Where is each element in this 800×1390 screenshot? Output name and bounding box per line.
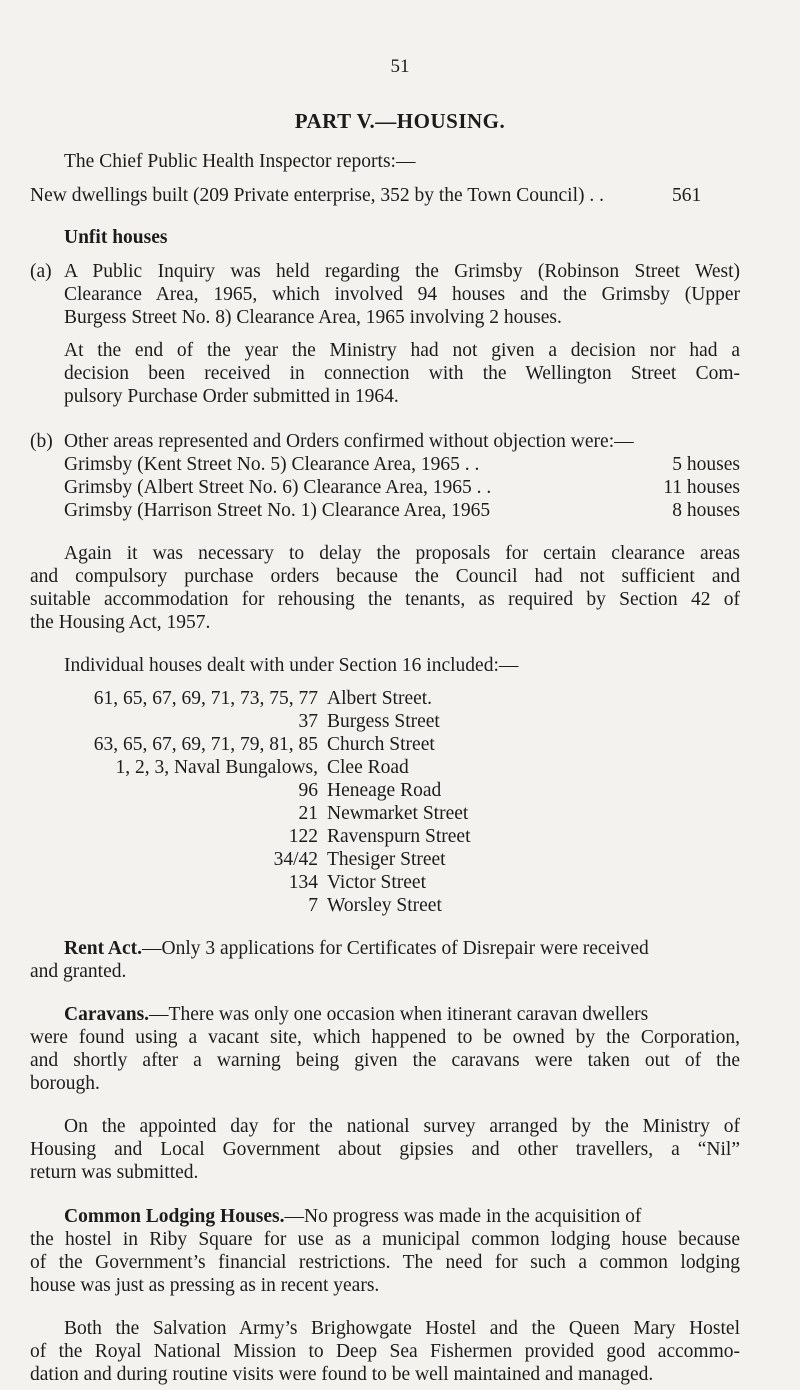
new-dwellings-value: 561 bbox=[672, 185, 702, 206]
clearance-area: Grimsby (Albert Street No. 6) Clearance Area, 1965 . . bbox=[64, 477, 492, 498]
lodging-line: house was just as pressing as in recent years. bbox=[30, 1275, 380, 1296]
para-a2-line: decision been received in connection with the Wellington Street Com- bbox=[64, 363, 740, 384]
clearance-area: Grimsby (Harrison Street No. 1) Clearance Area, 1965 bbox=[64, 500, 491, 521]
para-a-line: A Public Inquiry was held regarding the Grimsby (Robinson Street West) bbox=[64, 261, 740, 282]
caravans-line: borough. bbox=[30, 1073, 100, 1094]
survey-line: On the appointed day for the national survey arranged by the Ministry of bbox=[64, 1116, 740, 1137]
house-street: Heneage Road bbox=[327, 780, 442, 801]
house-numbers: 134 bbox=[288, 872, 318, 893]
para-a-marker: (a) bbox=[30, 261, 52, 282]
caravans-line: were found using a vacant site, which happened to be owned by the Corporation, bbox=[30, 1027, 740, 1048]
rent-act-line: and granted. bbox=[30, 961, 127, 982]
again-line: and compulsory purchase orders because the Council had not sufficient and bbox=[30, 566, 740, 587]
individual-houses-intro: Individual houses dealt with under Section 16 included:— bbox=[64, 655, 519, 676]
unfit-houses-heading: Unfit houses bbox=[64, 227, 168, 248]
rent-act-line bbox=[64, 936, 740, 962]
intro-text: The Chief Public Health Inspector reports:— bbox=[64, 151, 416, 172]
new-dwellings-label: New dwellings built (209 Private enterprise, 352 by the Town Council) . . bbox=[30, 185, 604, 206]
house-street: Victor Street bbox=[327, 872, 427, 893]
para-a-line: Burgess Street No. 8) Clearance Area, 1965 involving 2 houses. bbox=[64, 307, 562, 328]
lodging-line: of the Government’s financial restrictions. The need for such a common lodging bbox=[30, 1252, 740, 1273]
hostels-line: dation and during routine visits were found to be well maintained and managed. bbox=[30, 1364, 654, 1385]
para-a-line: Clearance Area, 1965, which involved 94 houses and the Grimsby (Upper bbox=[64, 284, 740, 305]
house-numbers: 37 bbox=[298, 711, 318, 732]
house-street: Clee Road bbox=[327, 757, 409, 778]
survey-line: return was submitted. bbox=[30, 1162, 199, 1183]
para-b-marker: (b) bbox=[30, 431, 53, 452]
lodging-title: Common Lodging Houses. bbox=[64, 1206, 285, 1227]
rent-act-title: Rent Act. bbox=[64, 938, 142, 959]
house-numbers: 63, 65, 67, 69, 71, 79, 81, 85 bbox=[93, 734, 318, 755]
clearance-houses: 11 houses bbox=[663, 477, 740, 498]
again-line: suitable accommodation for rehousing the tenants, as required by Section 42 of bbox=[30, 589, 740, 610]
page-title: PART V.—HOUSING. bbox=[294, 109, 506, 133]
page-number: 51 bbox=[390, 56, 410, 77]
house-street: Thesiger Street bbox=[327, 849, 446, 870]
caravans-text: —There was only one occasion when itinerant caravan dwellers bbox=[149, 1004, 649, 1025]
lodging-text: —No progress was made in the acquisition of bbox=[284, 1206, 642, 1227]
house-numbers: 61, 65, 67, 69, 71, 73, 75, 77 bbox=[93, 688, 318, 709]
house-numbers: 21 bbox=[298, 803, 318, 824]
house-street: Burgess Street bbox=[327, 711, 440, 732]
rent-act-text: —Only 3 applications for Certificates of Disrepair were received bbox=[141, 938, 649, 959]
survey-line: Housing and Local Government about gipsies and other travellers, a “Nil” bbox=[30, 1139, 740, 1160]
clearance-houses: 5 houses bbox=[672, 454, 740, 475]
caravans-title: Caravans. bbox=[64, 1004, 150, 1025]
clearance-houses: 8 houses bbox=[672, 500, 740, 521]
house-numbers: 122 bbox=[288, 826, 318, 847]
house-numbers: 7 bbox=[308, 895, 318, 916]
again-line: the Housing Act, 1957. bbox=[30, 612, 211, 633]
house-numbers: 34/42 bbox=[273, 849, 318, 870]
house-street: Albert Street. bbox=[327, 688, 433, 709]
para-a2-line: At the end of the year the Ministry had not given a decision nor had a bbox=[64, 340, 740, 361]
house-numbers: 96 bbox=[298, 780, 318, 801]
para-b-intro: Other areas represented and Orders confirmed without objection were:— bbox=[64, 431, 634, 452]
caravans-line: and shortly after a warning being given the caravans were taken out of the bbox=[30, 1050, 740, 1071]
house-street: Newmarket Street bbox=[327, 803, 469, 824]
house-street: Church Street bbox=[327, 734, 435, 755]
house-numbers: 1, 2, 3, Naval Bungalows, bbox=[115, 757, 318, 778]
again-line: Again it was necessary to delay the proposals for certain clearance areas bbox=[64, 543, 740, 564]
para-a2-line: pulsory Purchase Order submitted in 1964. bbox=[64, 386, 399, 407]
house-street: Worsley Street bbox=[327, 895, 442, 916]
hostels-line: of the Royal National Mission to Deep Sea Fishermen provided good accommo- bbox=[30, 1341, 740, 1362]
hostels-line: Both the Salvation Army’s Brighowgate Hostel and the Queen Mary Hostel bbox=[64, 1318, 740, 1339]
lodging-line: the hostel in Riby Square for use as a municipal common lodging house because bbox=[30, 1229, 740, 1250]
house-street: Ravenspurn Street bbox=[327, 826, 471, 847]
clearance-area: Grimsby (Kent Street No. 5) Clearance Area, 1965 . . bbox=[64, 454, 480, 475]
